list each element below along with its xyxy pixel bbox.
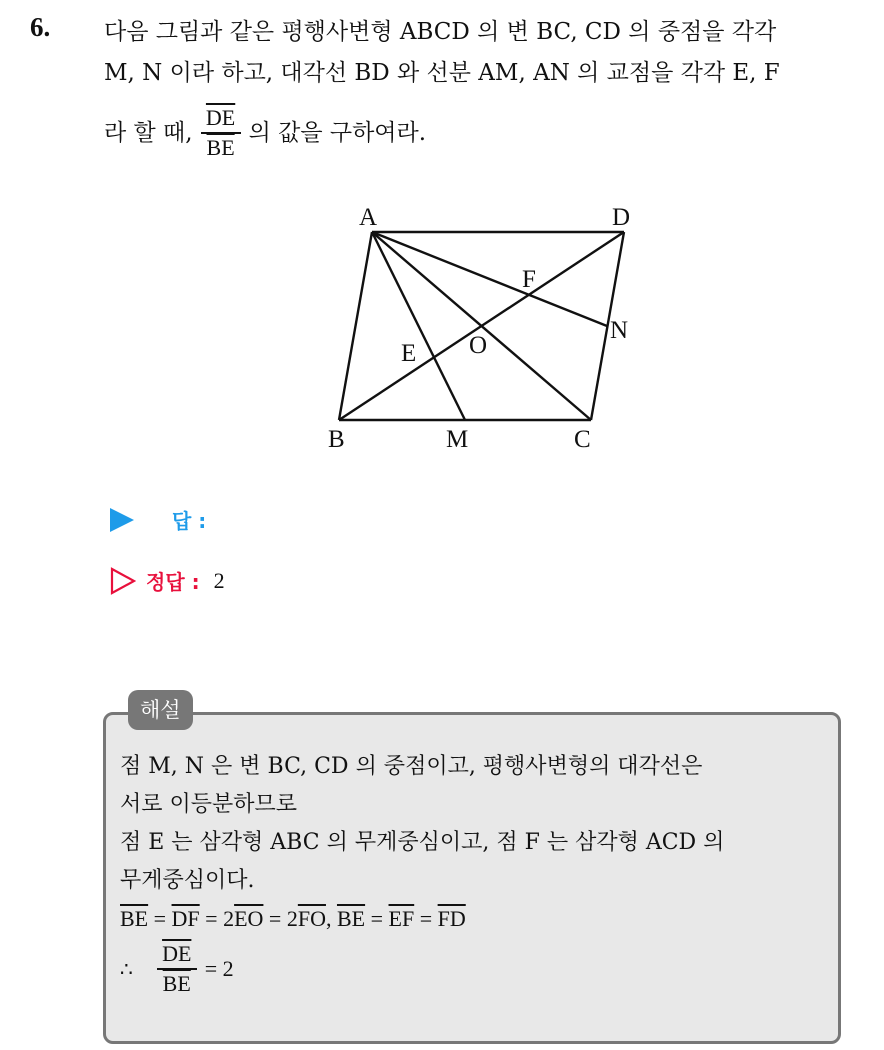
answer-label: 답 : (172, 509, 207, 533)
explanation-text (120, 748, 830, 996)
eq-seg-2: $\overline{DF}$ (171, 906, 200, 931)
result-value: = 2 (204, 956, 234, 982)
label-n: N (610, 317, 629, 344)
fraction-numerator: $\overline{DE}$ (205, 104, 236, 130)
filled-triangle-icon (110, 508, 134, 532)
result-numerator: $\overline{DE}$ (162, 941, 192, 966)
explanation-line-2: 서로 이등분하므로 (120, 792, 298, 817)
label-f: F (522, 266, 536, 293)
eq-seg-4: $\overline{FO}$ (297, 906, 326, 931)
explanation-line-4: 무게중심이다. (120, 868, 255, 893)
diagonal-ac (372, 232, 591, 420)
question-line-3 (104, 98, 864, 168)
explanation-line-1: 점 M, N 은 변 BC, CD 의 중점이고, 평행사변형의 대각선은 (120, 754, 703, 779)
eq-text-3: = 2 (263, 906, 298, 931)
outline-triangle-icon (110, 567, 136, 595)
result-fraction (157, 942, 197, 996)
eq-seg-7: $\overline{FD}$ (437, 906, 466, 931)
question-line-2: M, N 이라 하고, 대각선 BD 와 선분 AM, AN 의 교점을 각각 E, F (104, 60, 780, 86)
label-e: E (401, 340, 417, 367)
label-d: D (612, 204, 631, 231)
question-line-1: 다음 그림과 같은 평행사변형 ABCD 의 변 BC, CD 의 중점을 각각 (104, 19, 777, 45)
label-m: M (446, 426, 469, 453)
fraction-bar (201, 132, 241, 134)
question-line-3-prefix: 라 할 때, (104, 119, 193, 146)
result-fraction-bar (157, 968, 197, 970)
correct-answer-label: 정답 : (146, 570, 200, 594)
eq-seg-1: $\overline{BE}$ (120, 906, 149, 931)
question-line-3-suffix: 의 값을 구하여라. (248, 119, 427, 146)
eq-text-4: , (325, 906, 337, 931)
correct-answer-value: 2 (213, 567, 225, 593)
question-fraction (201, 106, 241, 160)
parallelogram-figure (318, 192, 648, 460)
label-b: B (328, 426, 345, 453)
question-number: 6. (30, 12, 51, 42)
answer-row (110, 505, 206, 534)
explanation-equation (120, 900, 830, 938)
eq-text-5: = (365, 906, 389, 931)
correct-answer-row (110, 566, 225, 595)
explanation-line-3: 점 E 는 삼각형 ABC 의 무게중심이고, 점 F 는 삼각형 ACD 의 (120, 830, 725, 855)
side-ba (339, 232, 372, 420)
segment-an (372, 232, 607, 326)
eq-text-6: = (414, 906, 438, 931)
therefore-symbol: ∴ (120, 957, 133, 982)
eq-text-2: = 2 (199, 906, 235, 931)
explanation-result (120, 942, 830, 996)
segment-am (372, 232, 465, 420)
eq-seg-3: $\overline{EO}$ (234, 906, 264, 931)
label-c: C (574, 426, 591, 453)
label-a: A (359, 204, 378, 231)
eq-seg-5: $\overline{BE}$ (336, 906, 366, 931)
label-o: O (469, 332, 488, 359)
explanation-tag: 해설 (128, 690, 193, 730)
eq-text-1: = (148, 906, 172, 931)
fraction-denominator: BE (206, 135, 235, 160)
result-denominator: BE (162, 971, 191, 997)
eq-seg-6: $\overline{EF}$ (388, 906, 415, 931)
question-text (104, 12, 864, 168)
